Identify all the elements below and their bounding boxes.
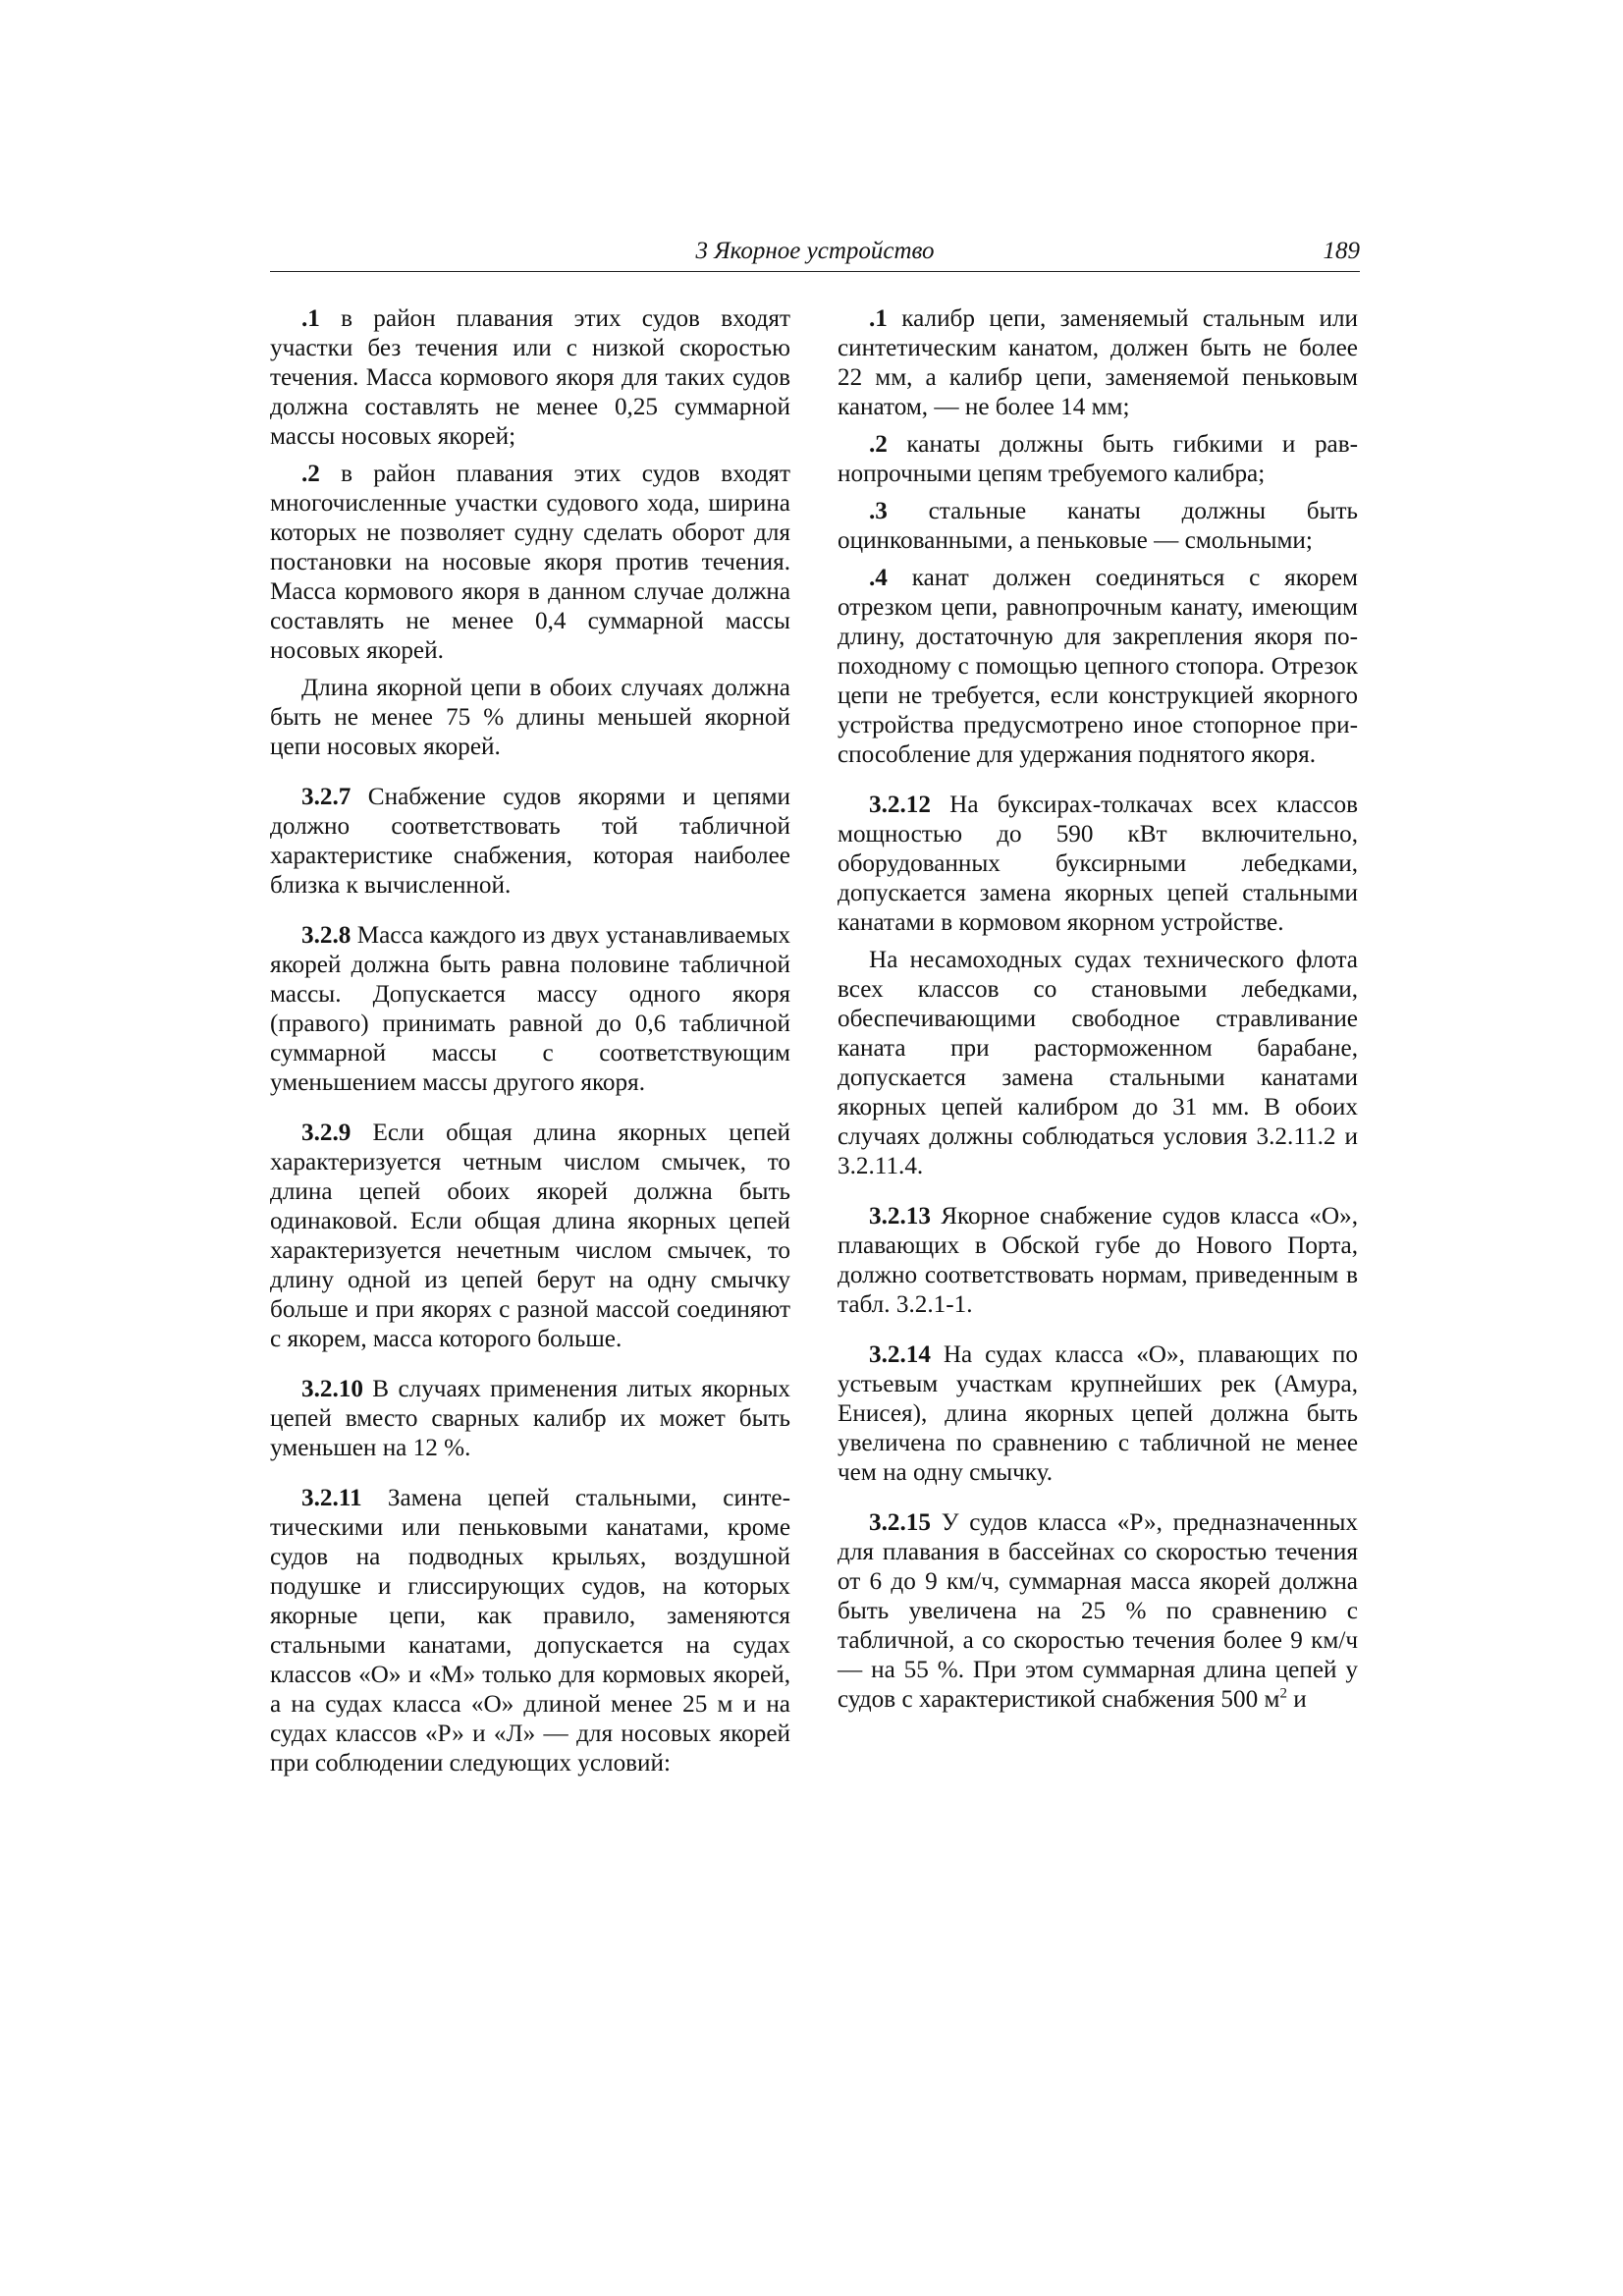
clause-3-2-11: 3.2.11 Замена цепей стальными, синтетическими или пеньковыми канатами, кроме судов на подводных крыльях, воздушной подушке и глиссирующих судов, на которых якорные цепи, как правило, заменяются стальными канатами, допускается на судах классов «О» и «М» только для кормовых якорей, а на судах класса «О» длиной менее 25 м и на судах классов «Р» и «Л» — для носовых якорей при соблюдении следующих условий: <box>270 1485 790 1777</box>
running-header <box>270 236 1360 272</box>
clause-3-2-6-2: .2 в район плавания этих судов входят многочисленные участки судового хода, ширина которых не позволяет судну сделать оборот для постановки на носовые якоря против течения. Масса кормового якоря в данном случае должна составлять не менее 0,4 суммарной массы носовых якорей. <box>270 461 790 664</box>
clause-3-2-11-4: .4 канат должен соединяться с якорем отрезком цепи, равнопрочным канату, имеющим длину, достаточную для закрепления якоря по-походному с помощью цепного стопора. Отрезок цепи не требуется, если конструкцией якорного устройства предусмотрено иное стопорное приспособление для удержания поднятого якоря. <box>838 565 1358 768</box>
left-column <box>270 304 790 1778</box>
clause-3-2-11-2: .2 канаты должны быть гибкими и равнопрочными цепям требуемого калибра; <box>838 431 1358 487</box>
clause-3-2-9: 3.2.9 Если общая длина якорных цепей характеризуется четным числом смычек, то длина цепей обоих якорей должна быть одинаковой. Если общая длина якорных цепей характеризуется нечетным числом смычек, то длину одной из цепей берут на одну смычку больше и при якорях с разной массой соединяют с якорем, масса которого больше. <box>270 1120 790 1352</box>
clause-3-2-14: 3.2.14 На судах класса «О», плавающих по устьевым участкам крупнейших рек (Амура, Енисея), длина якорных цепей должна быть увеличена по сравнению с табличной не менее чем на одну смычку. <box>838 1341 1358 1486</box>
paragraph-non-self-propelled: На несамоходных судах технического флота всех классов со становыми лебедками, обеспечивающими свободное стравливание каната при расторможенном барабане, допускается замена стальными канатами якорных цепей калибром до 31 мм. В обоих случаях должны соблюдаться условия 3.2.11.2 и 3.2.11.4. <box>838 947 1358 1179</box>
clause-3-2-7: 3.2.7 Снабжение судов якорями и цепями должно соответствовать той табличной характеристике снабжения, которая наиболее близка к вычисленной. <box>270 784 790 899</box>
page-number: 189 <box>1323 238 1360 264</box>
clause-3-2-13: 3.2.13 Якорное снабжение судов класса «О», плавающих в Обской губе до Нового Порта, должно соответствовать нормам, приведенным в табл. 3.2.1-1. <box>838 1203 1358 1318</box>
clause-3-2-6-1: .1 в район плавания этих судов входят участки без течения или с низкой скоростью течения. Масса кормового якоря для таких судов должна составлять не менее 0,25 суммарной массы носовых якорей; <box>270 305 790 450</box>
right-column <box>838 304 1358 1715</box>
paragraph-chain-length: Длина якорной цепи в обоих случаях должна быть не менее 75 % длины меньшей якорной цепи носовых якорей. <box>270 675 790 760</box>
clause-3-2-12: 3.2.12 На буксирах-толкачах всех классов мощностью до 590 кВт включительно, оборудованных буксирными лебедками, допускается замена якорных цепей стальными канатами в кормовом якорном устройстве. <box>838 792 1358 936</box>
clause-3-2-10: 3.2.10 В случаях применения литых якорных цепей вместо сварных калибр их может быть уменьшен на 12 %. <box>270 1376 790 1461</box>
chapter-title: 3 Якорное устройство <box>695 238 935 264</box>
clause-3-2-11-1: .1 калибр цепи, заменяемый стальным или синтетическим канатом, должен быть не более 22 мм, а калибр цепи, заменяемой пеньковым канатом, — не более 14 мм; <box>838 305 1358 420</box>
clause-3-2-8: 3.2.8 Масса каждого из двух устанавливаемых якорей должна быть равна половине табличной массы. Допускается массу одного якоря (правого) принимать равной до 0,6 табличной суммарной массы с соответствующим уменьшением массы другого якоря. <box>270 922 790 1096</box>
clause-3-2-15: 3.2.15 У судов класса «Р», предназначенных для плавания в бассейнах со скоростью течения от 6 до 9 км/ч, суммарная масса якорей должна быть увеличена на 25 % по сравнению с табличной, а со скоростью течения более 9 км/ч — на 55 %. При этом суммарная длина цепей у судов с характеристикой снабжения 500 $м^2$ и <box>838 1509 1358 1713</box>
clause-3-2-11-3: .3 стальные канаты должны быть оцинкованными, а пеньковые — смольными; <box>838 498 1358 554</box>
